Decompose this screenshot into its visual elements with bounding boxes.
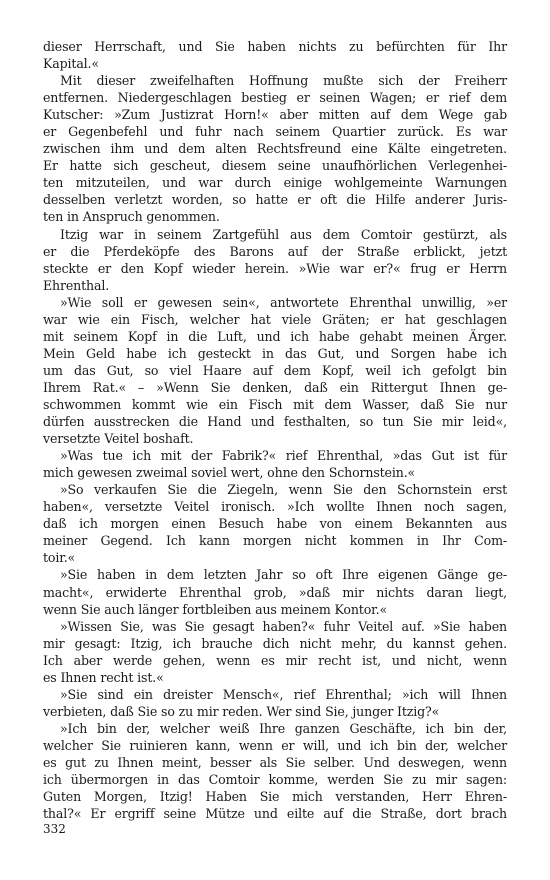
text-line: toir.« bbox=[43, 550, 76, 566]
text-line: es Ihnen recht ist.« bbox=[43, 669, 164, 685]
page-number: 332 bbox=[43, 822, 66, 836]
text-line: meiner Gegend. Ich kann morgen nicht kommen in Ihr Com- bbox=[43, 533, 507, 549]
text-line: ten mitzuteilen, und war durch einige wohlgemeinte Warnungen bbox=[43, 175, 507, 191]
text-line: Itzig war in seinem Zartgefühl aus dem Comtoir gestürzt, als bbox=[60, 226, 507, 242]
text-line: »So verkaufen Sie die Ziegeln, wenn Sie den Schornstein erst bbox=[60, 482, 507, 498]
text-line: Mein Geld habe ich gesteckt in das Gut, und Sorgen habe ich bbox=[43, 345, 507, 361]
text-line: ich übermorgen in das Comtoir komme, werden Sie zu mir sagen: bbox=[43, 772, 507, 788]
text-line: Ehrenthal. bbox=[43, 277, 110, 293]
text-line: Ihrem Rat.« – »Wenn Sie denken, daß ein Rittergut Ihnen ge- bbox=[43, 379, 507, 395]
text-line: entfernen. Niedergeschlagen bestieg er seinen Wagen; er rief dem bbox=[43, 90, 507, 106]
text-line: Er hatte sich gescheut, diesem seine unaufhörlichen Verlegenhei- bbox=[43, 158, 507, 174]
text-line: ten in Anspruch genommen. bbox=[43, 209, 220, 225]
text-line: er Gegenbefehl und fuhr nach seinem Quartier zurück. Es war bbox=[43, 124, 507, 140]
text-line: er die Pferdeköpfe des Barons auf der Straße erblickt, jetzt bbox=[43, 243, 507, 259]
text-line: »Sie sind ein dreister Mensch«, rief Ehrenthal; »ich will Ihnen bbox=[60, 686, 507, 702]
text-line: thal?« Er ergriff seine Mütze und eilte auf die Straße, dort brach bbox=[43, 806, 507, 822]
text-line: desselben verletzt worden, so hatte er oft die Hilfe anderer Juris- bbox=[43, 192, 507, 208]
text-line: es gut zu Ihnen meint, besser als Sie selber. Und deswegen, wenn bbox=[43, 754, 507, 770]
text-line: Ich aber werde gehen, wenn es mir recht ist, und nicht, wenn bbox=[43, 652, 507, 668]
text-line: daß ich morgen einen Besuch habe von einem Bekannten aus bbox=[43, 516, 507, 532]
text-line: um das Gut, so viel Haare auf dem Kopf, weil ich gefolgt bin bbox=[43, 362, 507, 378]
text-line: mich gewesen zweimal soviel wert, ohne den Schornstein.« bbox=[43, 465, 416, 481]
text-line: Kutscher: »Zum Justizrat Horn!« aber mitten auf dem Wege gab bbox=[43, 107, 507, 123]
text-line: verbieten, daß Sie so zu mir reden. Wer sind Sie, junger Itzig?« bbox=[43, 703, 440, 719]
text-line: war wie ein Fisch, welcher hat viele Gräten; er hat geschlagen bbox=[43, 311, 507, 327]
text-line: steckte er den Kopf wieder herein. »Wie war er?« frug er Herrn bbox=[43, 260, 507, 276]
text-line: mir gesagt: Itzig, ich brauche dich nicht mehr, du kannst gehen. bbox=[43, 635, 507, 651]
text-line: dieser Herrschaft, und Sie haben nichts zu befürchten für Ihr bbox=[43, 39, 507, 54]
text-line: zwischen ihm und dem alten Rechtsfreund eine Kälte eingetreten. bbox=[43, 141, 507, 157]
text-line: schwommen kommt wie ein Fisch mit dem Wasser, daß Sie nur bbox=[43, 396, 507, 412]
text-line: mit seinem Kopf in die Luft, und ich habe gehabt meinen Ärger. bbox=[43, 328, 507, 344]
text-line: wenn Sie auch länger fortbleiben aus meinem Kontor.« bbox=[43, 601, 388, 617]
text-line: »Wie soll er gewesen sein«, antwortete Ehrenthal unwillig, »er bbox=[60, 294, 507, 310]
text-line: »Was tue ich mit der Fabrik?« rief Ehrenthal, »das Gut ist für bbox=[60, 448, 507, 464]
text-line: »Wissen Sie, was Sie gesagt haben?« fuhr Veitel auf. »Sie haben bbox=[60, 618, 507, 634]
text-line: »Ich bin der, welcher weiß Ihre ganzen Geschäfte, ich bin der, bbox=[60, 720, 507, 736]
text-line: versetzte Veitel boshaft. bbox=[43, 431, 194, 447]
text-line: Kapital.« bbox=[43, 56, 99, 72]
text-line: haben«, versetzte Veitel ironisch. »Ich wollte Ihnen noch sagen, bbox=[43, 499, 507, 515]
text-line: »Sie haben in dem letzten Jahr so oft Ihre eigenen Gänge ge- bbox=[60, 567, 507, 583]
text-line: welcher Sie ruinieren kann, wenn er will, und ich bin der, welcher bbox=[43, 737, 507, 753]
text-line: dürfen ausstrecken die Hand und festhalten, so tun Sie mir leid«, bbox=[43, 414, 507, 430]
text-line: Mit dieser zweifelhaften Hoffnung mußte sich der Freiherr bbox=[60, 73, 507, 89]
body-text bbox=[43, 38, 507, 822]
text-line: macht«, erwiderte Ehrenthal grob, »daß mir nichts daran liegt, bbox=[43, 584, 507, 600]
text-line: Guten Morgen, Itzig! Haben Sie mich verstanden, Herr Ehren- bbox=[43, 789, 507, 805]
